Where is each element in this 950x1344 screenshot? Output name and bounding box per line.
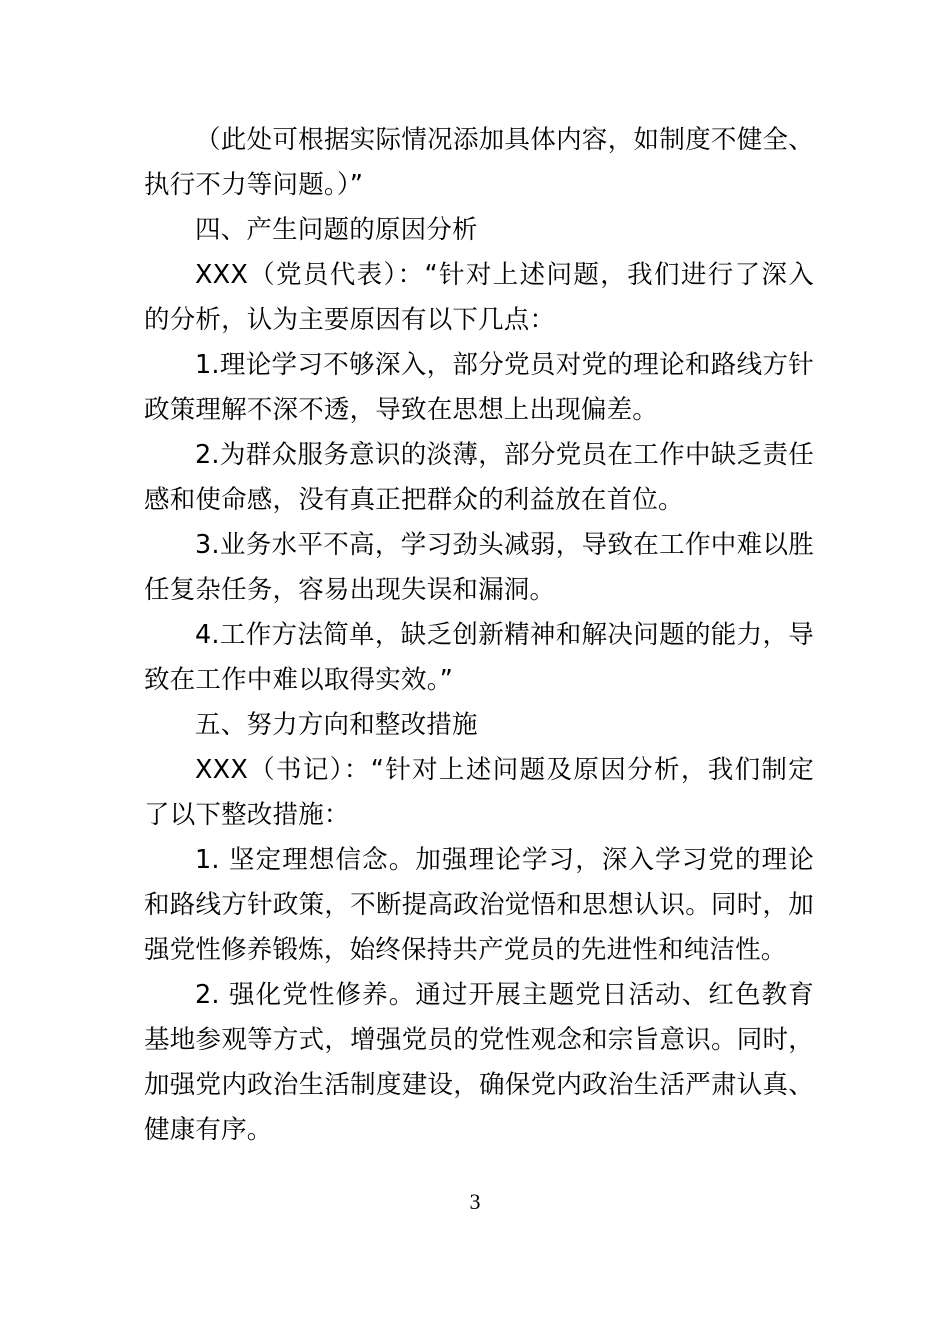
paragraph-supplement-note: （此处可根据实际情况添加具体内容，如制度不健全、执行不力等问题。）” (144, 125, 814, 200)
cause-item-4: 4.工作方法简单，缺乏创新精神和解决问题的能力，导致在工作中难以取得实效。” (144, 620, 814, 695)
section-heading-cause-analysis: 四、产生问题的原因分析 (195, 215, 478, 245)
paragraph-party-member-statement: XXX（党员代表）：“针对上述问题，我们进行了深入的分析，认为主要原因有以下几点： (144, 260, 814, 335)
measure-item-1: 1. 坚定理想信念。加强理论学习，深入学习党的理论和路线方针政策，不断提高政治觉悟和思想认识。同时，加强党性修养锻炼，始终保持共产党员的先进性和纯洁性。 (144, 845, 814, 965)
cause-item-3: 3.业务水平不高，学习劲头减弱，导致在工作中难以胜任复杂任务，容易出现失误和漏洞。 (144, 530, 814, 605)
cause-item-1: 1.理论学习不够深入，部分党员对党的理论和路线方针政策理解不深不透，导致在思想上出现偏差。 (144, 350, 814, 425)
page-number: 3 (469, 1189, 481, 1214)
measure-item-2: 2. 强化党性修养。通过开展主题党日活动、红色教育基地参观等方式，增强党员的党性观念和宗旨意识。同时，加强党内政治生活制度建设，确保党内政治生活严肃认真、健康有序。 (144, 980, 814, 1145)
cause-item-2: 2.为群众服务意识的淡薄，部分党员在工作中缺乏责任感和使命感，没有真正把群众的利益放在首位。 (144, 440, 814, 515)
paragraph-secretary-statement: XXX（书记）：“针对上述问题及原因分析，我们制定了以下整改措施： (144, 755, 814, 830)
section-heading-rectification: 五、努力方向和整改措施 (195, 710, 478, 740)
document-body (144, 118, 814, 1153)
